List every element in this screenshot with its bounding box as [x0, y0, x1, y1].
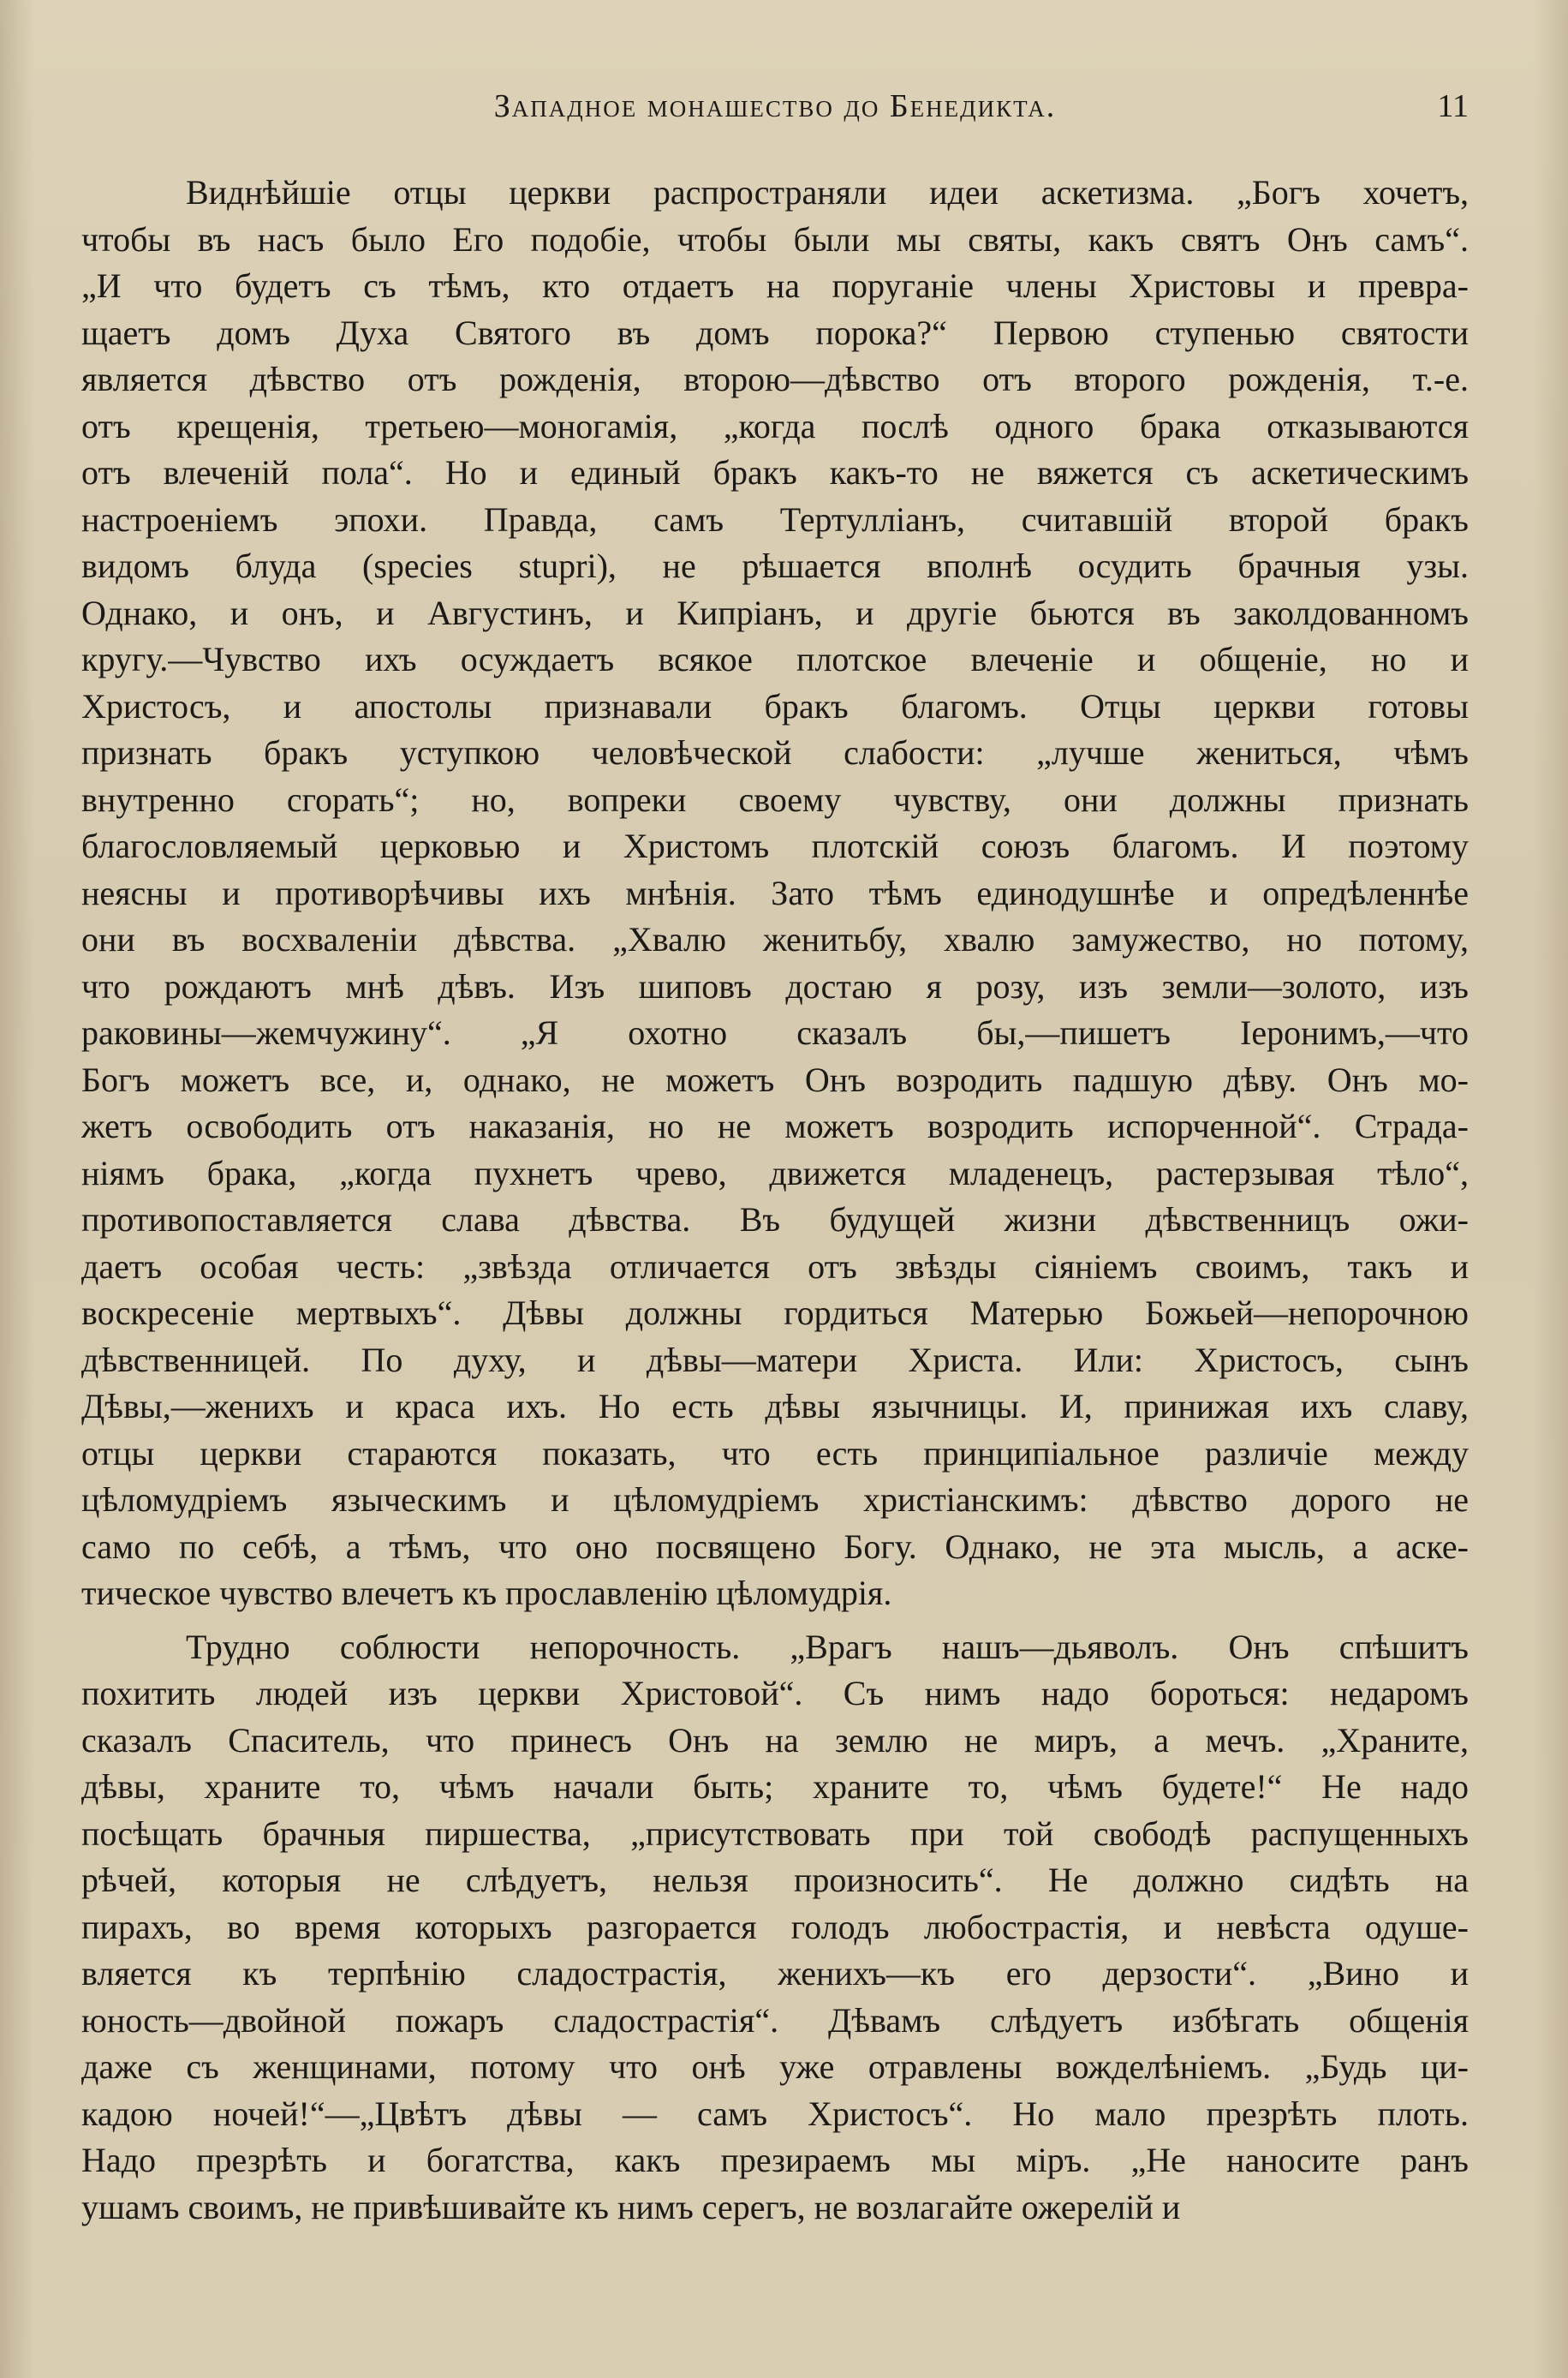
text-line: дѣвственницей. По духу, и дѣвы—матери Христа. Или: Христосъ, сынъ: [81, 1340, 1469, 1379]
text-line: внутренно сгорать“; но, вопреки своему чувству, они должны признать: [81, 780, 1469, 819]
text-line: посѣщать брачныя пиршества, „присутствовать при той свободѣ распущенныхъ: [81, 1813, 1469, 1853]
text-line: настроеніемъ эпохи. Правда, самъ Тертулліанъ, считавшій второй бракъ: [81, 499, 1469, 539]
page-edge-shadow-left: [0, 0, 34, 2378]
text-line: цѣломудріемъ языческимъ и цѣломудріемъ христіанскимъ: дѣвство дорого не: [81, 1480, 1469, 1519]
text-line: рѣчей, которыя не слѣдуетъ, нельзя произносить“. Не должно сидѣть на: [81, 1861, 1469, 1899]
text-line: раковины—жемчужину“. „Я охотно сказалъ бы,—пишетъ Іеронимъ,—что: [81, 1013, 1469, 1052]
text-line: ушамъ своимъ, не привѣшивайте къ нимъ серегъ, не возлагайте ожерелій и: [81, 2187, 1181, 2226]
text-line: даетъ особая честь: „звѣзда отличается отъ звѣзды сіяніемъ своимъ, такъ и: [81, 1246, 1469, 1286]
text-line: Надо презрѣть и богатства, какъ презираемъ мы міръ. „Не наносите ранъ: [81, 2141, 1469, 2179]
text-line: является дѣвство отъ рожденія, второю—дѣвство отъ второго рожденія, т.-е.: [81, 360, 1469, 398]
text-line: признать бракъ уступкою человѣческой слабости: „лучше жениться, чѣмъ: [81, 733, 1469, 772]
text-line: что рождаютъ мнѣ дѣвъ. Изъ шиповъ достаю я розу, изъ земли—золото, изъ: [81, 966, 1469, 1006]
text-line: похитить людей изъ церкви Христовой“. Съ нимъ надо бороться: недаромъ: [81, 1674, 1469, 1712]
text-line: неясны и противорѣчивы ихъ мнѣнія. Зато тѣмъ единодушнѣе и опредѣленнѣе: [81, 873, 1469, 912]
text-line: ніямъ брака, „когда пухнетъ чрево, движется младенецъ, растерзывая тѣло“,: [81, 1153, 1469, 1192]
text-line: видомъ блуда (species stupri), не рѣшается вполнѣ осудить брачныя узы.: [81, 547, 1469, 585]
text-line: воскресеніе мертвыхъ“. Дѣвы должны гордиться Матерью Божьей—непорочною: [81, 1294, 1469, 1332]
text-line: тическое чувство влечетъ къ прославленію цѣломудрія.: [81, 1574, 892, 1612]
text-line: жетъ освободить отъ наказанія, но не можетъ возродить испорченной“. Страда-: [81, 1107, 1469, 1145]
text-line: само по себѣ, а тѣмъ, что оно посвящено Богу. Однако, не эта мысль, а аске-: [81, 1527, 1469, 1566]
text-line: щаетъ домъ Духа Святого въ домъ порока?“ Первою ступенью святости: [81, 313, 1469, 352]
text-line: вляется къ терпѣнію сладострастія, женихъ—къ его дерзости“. „Вино и: [81, 1954, 1469, 1993]
page-header: [81, 87, 1469, 130]
text-line: Дѣвы,—женихъ и краса ихъ. Но есть дѣвы язычницы. И, принижая ихъ славу,: [81, 1387, 1469, 1425]
text-line: Однако, и онъ, и Августинъ, и Кипріанъ, и другіе бьются въ заколдованномъ: [81, 593, 1469, 632]
text-line: отцы церкви стараются показать, что есть принципіальное различіе между: [81, 1433, 1469, 1473]
running-title: Западное монашество до Бенедикта.: [493, 88, 1057, 124]
text-line: они въ восхваленіи дѣвства. „Хвалю женитьбу, хвалю замужество, но потому,: [81, 920, 1469, 959]
text-line: „И что будетъ съ тѣмъ, кто отдаетъ на поруганіе члены Христовы и превра-: [81, 266, 1469, 305]
text-line: благословляемый церковью и Христомъ плотскій союзъ благомъ. И поэтому: [81, 827, 1469, 865]
text-line: кругу.—Чувство ихъ осуждаетъ всякое плотское влеченіе и общеніе, но и: [81, 640, 1469, 678]
text-line: Виднѣйшіе отцы церкви распространяли идеи аскетизма. „Богъ хочетъ,: [186, 173, 1469, 212]
text-line: отъ крещенія, третьею—моногамія, „когда послѣ одного брака отказываются: [81, 406, 1469, 445]
text-line: пирахъ, во время которыхъ разгорается голодъ любострастія, и невѣста одуше-: [81, 1907, 1469, 1946]
page-number: 11: [1437, 88, 1469, 124]
text-line: кадою ночей!“—„Цвѣтъ дѣвы — самъ Христосъ“. Но мало презрѣть плоть.: [81, 2094, 1469, 2133]
text-line: Христосъ, и апостолы признавали бракъ благомъ. Отцы церкви готовы: [81, 686, 1469, 726]
paragraph: [81, 170, 1469, 1617]
paragraph: [81, 1624, 1469, 2232]
text-line: отъ влеченій пола“. Но и единый бракъ какъ-то не вяжется съ аскетическимъ: [81, 453, 1469, 492]
text-line: даже съ женщинами, потому что онѣ уже отравлены вожделѣніемъ. „Будь ци-: [81, 2047, 1469, 2086]
text-line: Богъ можетъ все, и, однако, не можетъ Онъ возродить падшую дѣву. Онъ мо-: [81, 1060, 1469, 1099]
text-line: противопоставляется слава дѣвства. Въ будущей жизни дѣвственницъ ожи-: [81, 1200, 1469, 1239]
text-line: чтобы въ насъ было Его подобіе, чтобы были мы святы, какъ святъ Онъ самъ“.: [81, 219, 1469, 259]
body-text: [81, 170, 1469, 2231]
text-line: Трудно соблюсти непорочность. „Врагъ нашъ—дьяволъ. Онъ спѣшитъ: [186, 1627, 1469, 1666]
page-edge-shadow-right: [1534, 0, 1568, 2378]
paragraph-gap: [81, 1617, 1469, 1624]
text-line: сказалъ Спаситель, что принесъ Онъ на землю не миръ, а мечъ. „Храните,: [81, 1720, 1469, 1760]
text-line: дѣвы, храните то, чѣмъ начали быть; храните то, чѣмъ будете!“ Не надо: [81, 1767, 1469, 1806]
text-line: юность—двойной пожаръ сладострастія“. Дѣвамъ слѣдуетъ избѣгать общенія: [81, 2000, 1469, 2040]
